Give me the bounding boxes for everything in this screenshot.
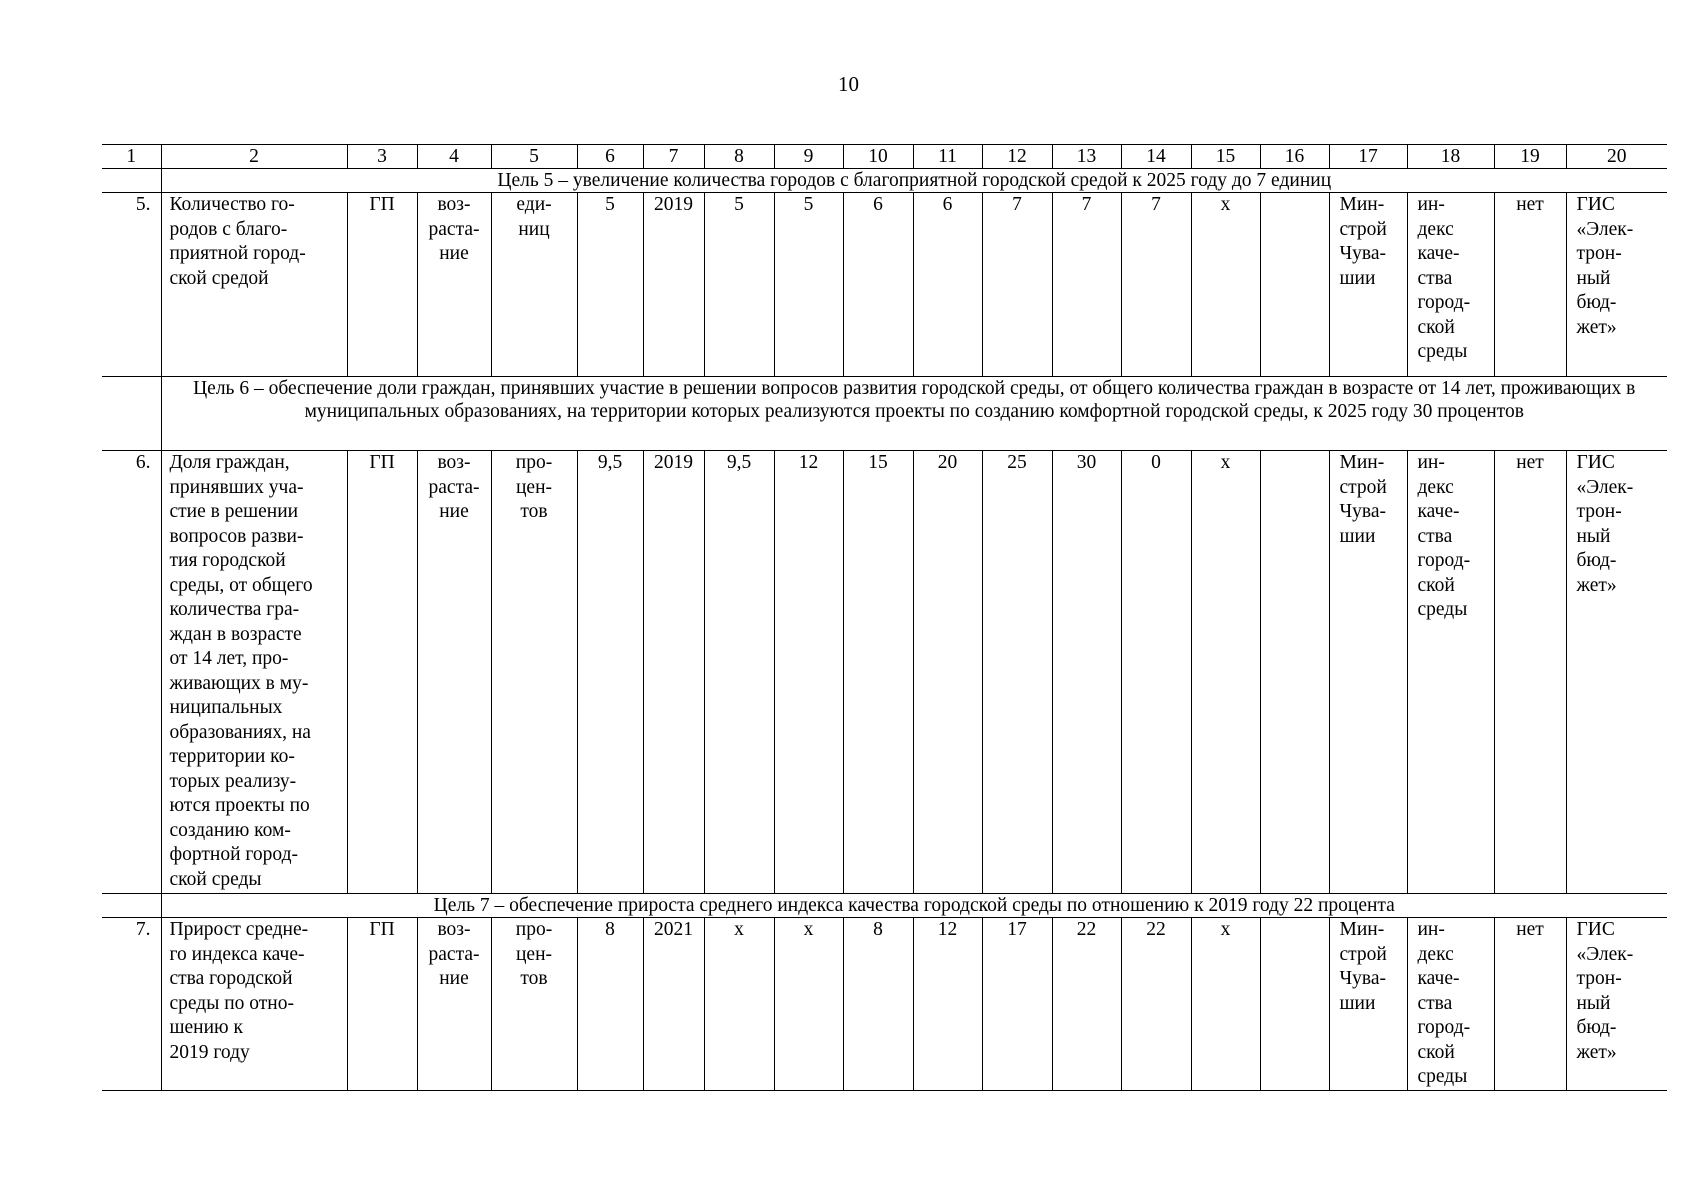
goal-text: Цель 5 – увеличение количества городов с благоприятной городской средой к 2025 году до 7 единиц <box>161 169 1667 193</box>
column-number: 9 <box>774 145 843 169</box>
decomposition: ин- декс каче- ства город- ской среды <box>1407 918 1494 1091</box>
column-number: 7 <box>643 145 704 169</box>
indicator-name: Количество го- родов с благо- приятной город- ской средой <box>161 193 347 377</box>
info-source: ГИС «Элек- трон- ный бюд- жет» <box>1566 918 1667 1091</box>
year-value: 8 <box>843 918 913 1091</box>
goal-row <box>102 377 1667 451</box>
page-number: 10 <box>838 72 859 96</box>
responsible: Мин- строй Чува- шии <box>1329 193 1407 377</box>
row-number: 6. <box>102 451 161 894</box>
indicator-direction: воз- раста- ние <box>417 193 491 377</box>
year-value: х <box>1191 193 1260 377</box>
year-value: 17 <box>982 918 1052 1091</box>
indicator-name: Доля граждан, принявших уча- стие в решении вопросов разви- тия городской среды, от общего количества гра- ждан в возрасте от 14 лет, про- живающих в му- ниципальных образованиях, на территории ко- торых реализу- ются проекты по созданию ком- фортной город- ской среды <box>161 451 347 894</box>
year-value: 7 <box>1121 193 1191 377</box>
decomposition: ин- декс каче- ства город- ской среды <box>1407 451 1494 894</box>
year-value: 12 <box>913 918 982 1091</box>
indicator-unit: про- цен- тов <box>491 918 577 1091</box>
base-value: 9,5 <box>577 451 643 894</box>
year-value: 30 <box>1052 451 1121 894</box>
flag: нет <box>1494 918 1566 1091</box>
column-number: 13 <box>1052 145 1121 169</box>
year-value: 20 <box>913 451 982 894</box>
year-value: 7 <box>982 193 1052 377</box>
indicator-type: ГП <box>347 918 417 1091</box>
base-year: 2021 <box>643 918 704 1091</box>
column-number: 18 <box>1407 145 1494 169</box>
column-number: 1 <box>102 145 161 169</box>
year-value: х <box>704 918 774 1091</box>
base-year: 2019 <box>643 451 704 894</box>
year-value: 0 <box>1121 451 1191 894</box>
goal-spacer <box>102 377 161 451</box>
column-number: 20 <box>1566 145 1667 169</box>
row-number: 7. <box>102 918 161 1091</box>
column-number: 10 <box>843 145 913 169</box>
indicators-table <box>102 144 1667 1091</box>
year-value: 5 <box>774 193 843 377</box>
year-value <box>1260 451 1329 894</box>
column-number: 15 <box>1191 145 1260 169</box>
responsible: Мин- строй Чува- шии <box>1329 451 1407 894</box>
indicator-unit: про- цен- тов <box>491 451 577 894</box>
year-value: 15 <box>843 451 913 894</box>
year-value: х <box>1191 918 1260 1091</box>
row-number: 5. <box>102 193 161 377</box>
base-value: 5 <box>577 193 643 377</box>
year-value: 6 <box>913 193 982 377</box>
indicator-row <box>102 451 1667 894</box>
year-value: 22 <box>1052 918 1121 1091</box>
year-value <box>1260 193 1329 377</box>
indicator-direction: воз- раста- ние <box>417 451 491 894</box>
indicator-direction: воз- раста- ние <box>417 918 491 1091</box>
column-number-row <box>102 145 1667 169</box>
column-number: 17 <box>1329 145 1407 169</box>
column-number: 16 <box>1260 145 1329 169</box>
decomposition: ин- декс каче- ства город- ской среды <box>1407 193 1494 377</box>
column-number: 11 <box>913 145 982 169</box>
year-value: 25 <box>982 451 1052 894</box>
goal-spacer <box>102 169 161 193</box>
indicator-unit: еди- ниц <box>491 193 577 377</box>
goal-spacer <box>102 894 161 918</box>
flag: нет <box>1494 193 1566 377</box>
column-number: 2 <box>161 145 347 169</box>
base-value: 8 <box>577 918 643 1091</box>
year-value: 12 <box>774 451 843 894</box>
column-number: 19 <box>1494 145 1566 169</box>
column-number: 12 <box>982 145 1052 169</box>
table-body <box>102 145 1667 1091</box>
column-number: 6 <box>577 145 643 169</box>
goal-row <box>102 169 1667 193</box>
year-value: 22 <box>1121 918 1191 1091</box>
info-source: ГИС «Элек- трон- ный бюд- жет» <box>1566 193 1667 377</box>
goal-text: Цель 7 – обеспечение прироста среднего индекса качества городской среды по отношению к 2019 году 22 процента <box>161 894 1667 918</box>
year-value: 5 <box>704 193 774 377</box>
column-number: 4 <box>417 145 491 169</box>
year-value: 7 <box>1052 193 1121 377</box>
goal-text: Цель 6 – обеспечение доли граждан, принявших участие в решении вопросов развития городской среды, от общего количества граждан в возрасте от 14 лет, проживающих в муниципальных образованиях, на территории которых реализуются проекты по созданию комфортной городской среды, к 2025 году 30 процентов <box>161 377 1667 451</box>
flag: нет <box>1494 451 1566 894</box>
base-year: 2019 <box>643 193 704 377</box>
responsible: Мин- строй Чува- шии <box>1329 918 1407 1091</box>
indicator-type: ГП <box>347 193 417 377</box>
column-number: 5 <box>491 145 577 169</box>
indicator-type: ГП <box>347 451 417 894</box>
year-value: 9,5 <box>704 451 774 894</box>
column-number: 14 <box>1121 145 1191 169</box>
indicator-row <box>102 918 1667 1091</box>
indicator-name: Прирост средне- го индекса каче- ства городской среды по отно- шению к 2019 году <box>161 918 347 1091</box>
info-source: ГИС «Элек- трон- ный бюд- жет» <box>1566 451 1667 894</box>
year-value <box>1260 918 1329 1091</box>
goal-row <box>102 894 1667 918</box>
year-value: 6 <box>843 193 913 377</box>
column-number: 3 <box>347 145 417 169</box>
column-number: 8 <box>704 145 774 169</box>
year-value: х <box>774 918 843 1091</box>
indicator-row <box>102 193 1667 377</box>
year-value: х <box>1191 451 1260 894</box>
